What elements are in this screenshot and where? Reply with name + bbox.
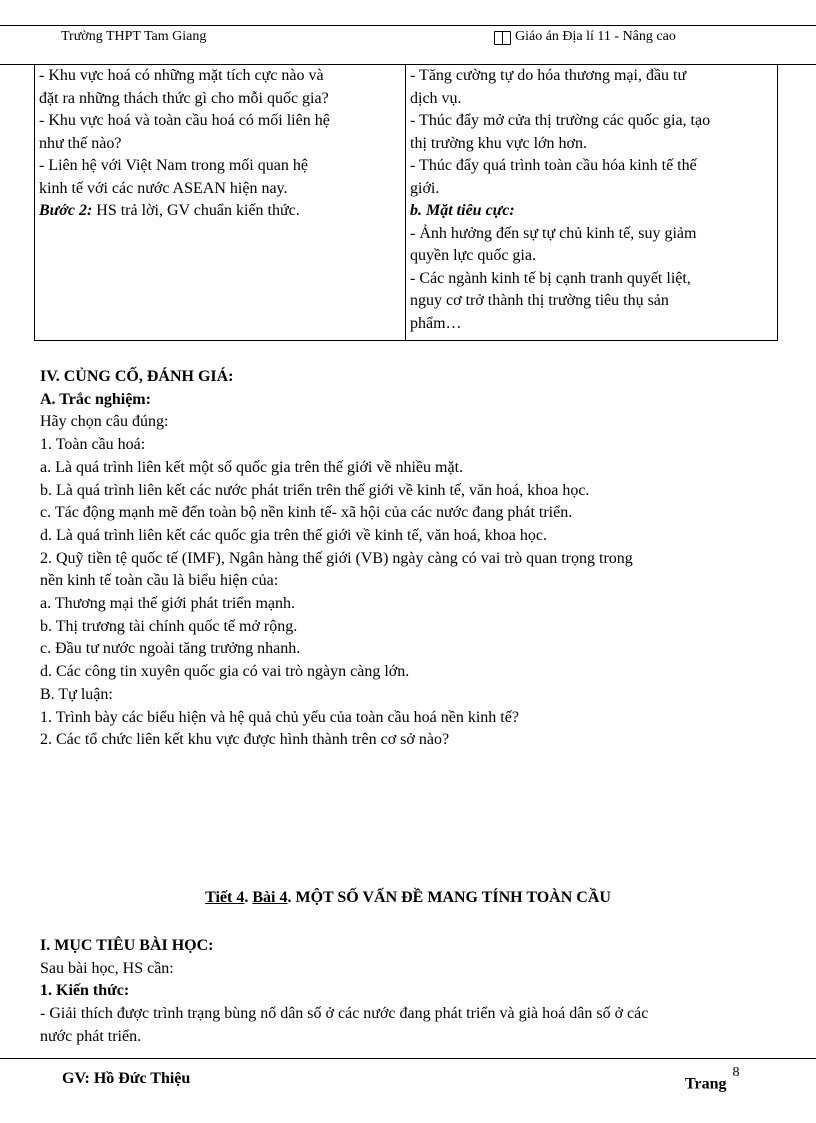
option: a. Là quá trình liên kết một số quốc gia trên thế giới về nhiều mặt. xyxy=(40,458,464,476)
part-a-heading: A. Trắc nghiệm: xyxy=(40,390,151,408)
table-line: phẩm… xyxy=(410,314,462,332)
table-line: đặt ra những thách thức gì cho mỗi quốc gia? xyxy=(39,89,329,107)
option: b. Thị trương tài chính quốc tế mở rộng. xyxy=(40,617,298,635)
negative-heading: b. Mặt tiêu cực: xyxy=(410,202,515,219)
lesson-number: Bài 4 xyxy=(252,889,288,906)
part-b-heading: B. Tự luận: xyxy=(40,685,113,703)
header-course xyxy=(494,29,676,45)
lesson-sep: . xyxy=(244,889,253,906)
lesson-name: . MỘT SỐ VẤN ĐỀ MANG TÍNH TOÀN CẦU xyxy=(287,889,611,906)
option: d. Là quá trình liên kết các quốc gia trên thế giới về kinh tế, văn hoá, khoa học. xyxy=(40,526,547,544)
header-top-rule xyxy=(0,25,816,26)
option: a. Thương mại thế giới phát triển mạnh. xyxy=(40,595,296,613)
table-line: - Khu vực hoá có những mặt tích cực nào và xyxy=(39,67,324,84)
question-2-line-2: nền kinh tế toàn cầu là biểu hiện của: xyxy=(40,572,279,590)
essay-question: 1. Trình bày các biểu hiện và hệ quả chủ yếu của toàn cầu hoá nền kinh tế? xyxy=(40,708,519,726)
activity-table xyxy=(34,64,778,341)
option: d. Các công tin xuyên quốc gia có vai trò ngàyn càng lớn. xyxy=(40,663,410,681)
option: c. Tác động mạnh mẽ đến toàn bộ nền kinh tế- xã hội của các nước đang phát triển. xyxy=(40,504,573,522)
header-school: Trường THPT Tam Giang xyxy=(61,29,207,44)
review-heading: IV. CỦNG CỐ, ĐÁNH GIÁ: xyxy=(40,368,234,385)
table-cell-left xyxy=(35,65,406,341)
table-cell-right xyxy=(406,65,778,341)
table-line: như thế nào? xyxy=(39,134,122,152)
table-line: - Khu vực hoá và toàn cầu hoá có mối liên hệ xyxy=(39,112,330,129)
knowledge-line-1: - Giải thích được trình trạng bùng nổ dân số ở các nước đang phát triển và già hoá dân số ở các xyxy=(40,1005,649,1023)
knowledge-heading: 1. Kiến thức: xyxy=(40,982,130,1000)
book-icon xyxy=(494,31,511,44)
knowledge-line-2: nước phát triển. xyxy=(40,1027,142,1045)
table-line: - Tăng cường tự do hóa thương mại, đầu tư xyxy=(410,67,687,84)
header-course-text: Giáo án Địa lí 11 - Nâng cao xyxy=(515,29,676,44)
page-label: Trang xyxy=(685,1075,727,1093)
table-line: quyền lực quốc gia. xyxy=(410,247,536,264)
table-line: - Các ngành kinh tế bị cạnh tranh quyết liệt, xyxy=(410,269,691,287)
objectives-intro: Sau bài học, HS cần: xyxy=(40,959,174,977)
option: c. Đầu tư nước ngoài tăng trưởng nhanh. xyxy=(40,640,301,658)
review-section xyxy=(40,366,770,752)
page-number: 8 xyxy=(732,1065,740,1080)
step-2-text: HS trả lời, GV chuẩn kiến thức. xyxy=(92,202,300,219)
table-line: giới. xyxy=(410,179,440,197)
table-row xyxy=(35,65,778,341)
option: b. Là quá trình liên kết các nước phát triển trên thế giới về kinh tế, văn hoá, khoa học. xyxy=(40,481,590,499)
objectives-heading: I. MỤC TIÊU BÀI HỌC: xyxy=(40,937,214,954)
table-line: dịch vụ. xyxy=(410,89,462,107)
table-line: - Ảnh hưởng đến sự tự chủ kinh tế, suy giảm xyxy=(410,224,697,242)
table-line: - Liên hệ với Việt Nam trong mối quan hệ xyxy=(39,157,308,174)
question-1: 1. Toàn cầu hoá: xyxy=(40,436,146,454)
lesson-period: Tiết 4 xyxy=(205,889,245,906)
table-line: nguy cơ trở thành thị trường tiêu thụ sản xyxy=(410,292,669,309)
footer-rule xyxy=(0,1058,816,1059)
footer-page xyxy=(685,1065,740,1093)
table-line: thị trường khu vực lớn hơn. xyxy=(410,134,587,152)
footer-teacher: GV: Hồ Đức Thiệu xyxy=(62,1070,191,1087)
table-line: - Thúc đẩy quá trình toàn cầu hóa kinh tế thế xyxy=(410,157,697,174)
question-2-line-1: 2. Quỹ tiền tệ quốc tế (IMF), Ngân hàng thế giới (VB) ngày càng có vai trò quan trọng trong xyxy=(40,549,633,567)
lesson-title xyxy=(0,889,816,907)
table-line: kinh tế với các nước ASEAN hiện nay. xyxy=(39,179,288,197)
essay-question: 2. Các tổ chức liên kết khu vực được hình thành trên cơ sở nào? xyxy=(40,731,450,749)
table-line: - Thúc đẩy mở cửa thị trường các quốc gia, tạo xyxy=(410,112,711,129)
objectives-section xyxy=(40,935,770,1049)
step-2-line xyxy=(39,200,405,223)
instruction: Hãy chọn câu đúng: xyxy=(40,413,169,431)
step-2-label: Bước 2: xyxy=(39,202,93,219)
